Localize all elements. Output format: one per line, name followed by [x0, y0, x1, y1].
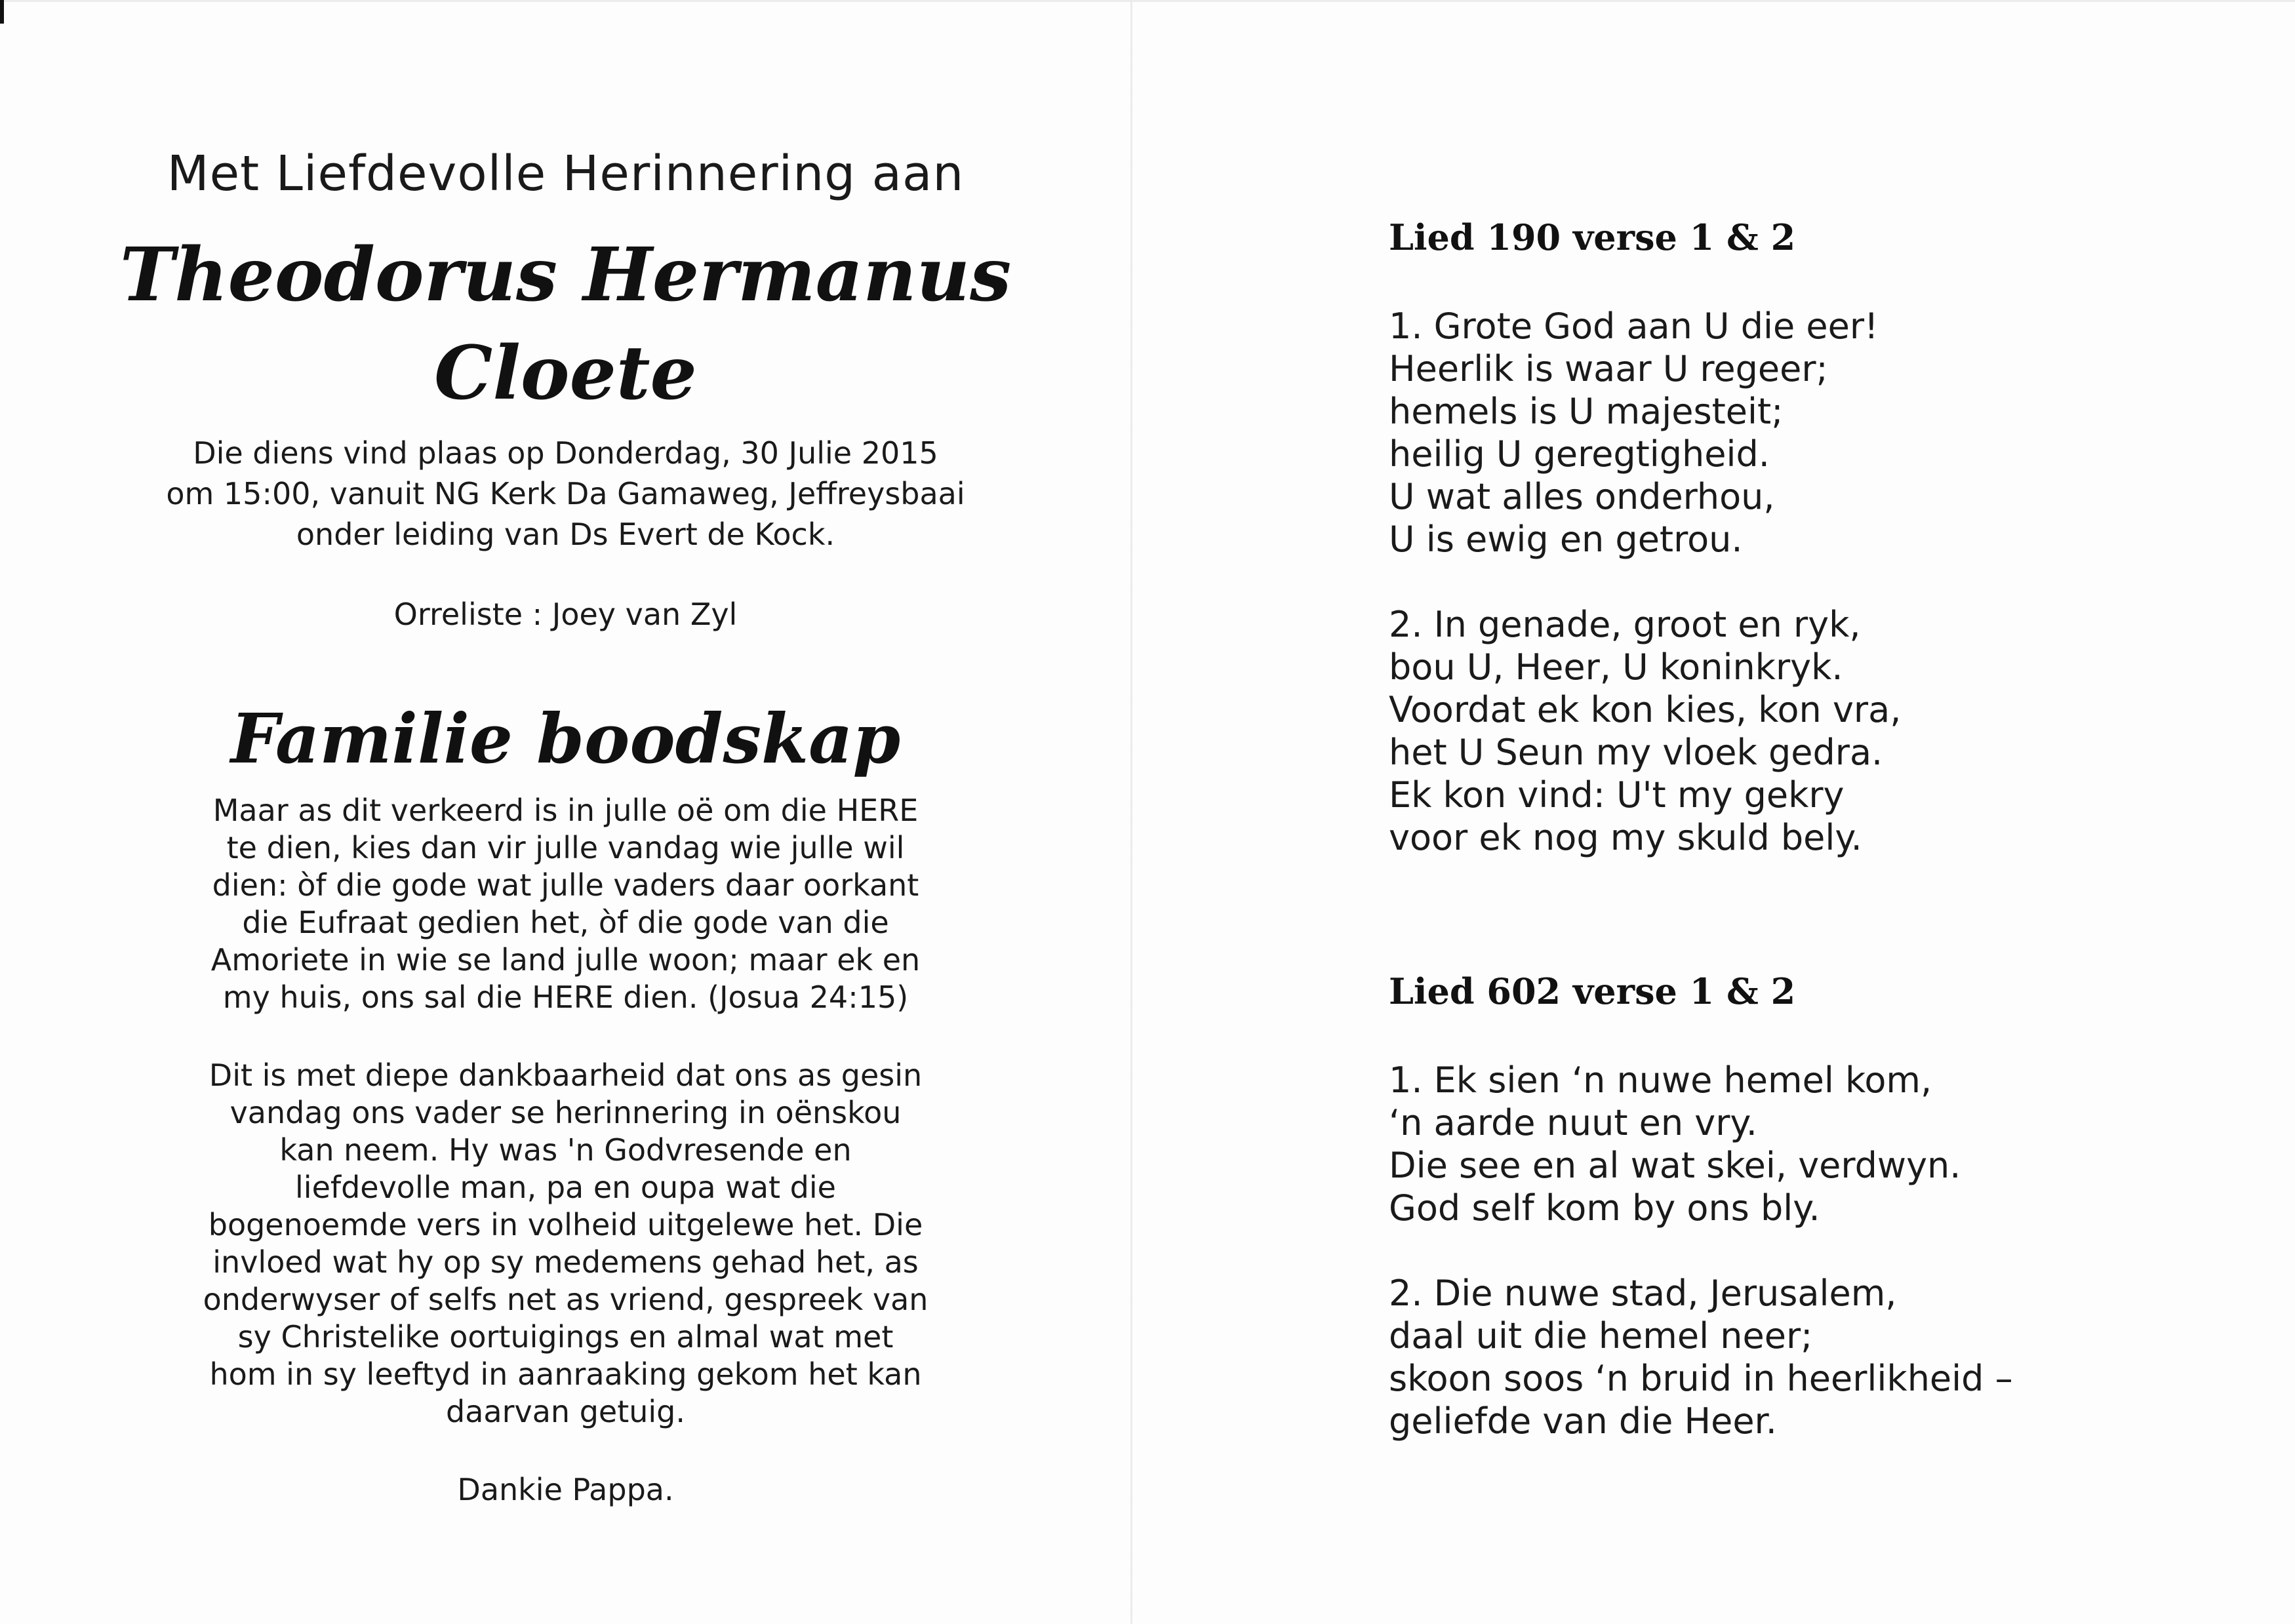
hymn-1-verse-2 [1389, 603, 1901, 859]
hymn-line: Die see en al wat skei, verdwyn. [1389, 1145, 1961, 1186]
hymn-line: het U Seun my vloek gedra. [1389, 732, 1883, 773]
tribute-line: vandag ons vader se herinnering in oënskou [230, 1095, 902, 1130]
hymn-line: 1. Grote God aan U die eer! [1389, 306, 1879, 347]
scripture-line: Amoriete in wie se land julle woon; maar ek en [210, 942, 921, 978]
tribute-line: sy Christelike oortuigings en almal wat met [237, 1319, 894, 1355]
service-line: onder leiding van Ds Evert de Kock. [296, 517, 835, 552]
hymn-1-title: Lied 190 verse 1 & 2 [1389, 216, 1796, 258]
hymn-line: Heerlik is waar U regeer; [1389, 348, 1828, 389]
hymn-line: skoon soos ‘n bruid in heerlikheid – [1389, 1358, 2013, 1399]
tribute-line: bogenoemde vers in volheid uitgelewe het. Die [208, 1207, 923, 1242]
scripture-line: Maar as dit verkeerd is in julle oë om die HERE [212, 793, 919, 828]
deceased-name-line-1: Theodorus Hermanus [119, 232, 1012, 318]
hymn-line: daal uit die hemel neer; [1389, 1315, 1813, 1357]
tribute-line: liefdevolle man, pa en oupa wat die [295, 1170, 836, 1205]
family-tribute [0, 1057, 1131, 1431]
hymn-1-verse-1 [1389, 305, 1879, 561]
tribute-line: kan neem. Hy was 'n Godvresende en [279, 1132, 852, 1168]
family-message-title: Familie boodskap [230, 698, 901, 779]
hymn-line: 2. Die nuwe stad, Jerusalem, [1389, 1273, 1897, 1314]
hymn-line: 1. Ek sien ‘n nuwe hemel kom, [1389, 1060, 1932, 1101]
hymn-2-verse-1 [1389, 1059, 1961, 1229]
tribute-line: daarvan getuig. [446, 1394, 685, 1429]
hymn-line: U is ewig en getrou. [1389, 519, 1743, 560]
deceased-name [0, 226, 1131, 423]
organist-line: Orreliste : Joey van Zyl [393, 597, 738, 632]
service-line: om 15:00, vanuit NG Kerk Da Gamaweg, Jeffreysbaai [166, 476, 965, 511]
hymn-line: heilig U geregtigheid. [1389, 433, 1770, 475]
scripture-line: dien: òf die gode wat julle vaders daar oorkant [212, 867, 919, 903]
tribute-line: onderwyser of selfs net as vriend, gespreek van [203, 1282, 928, 1317]
service-line: Die diens vind plaas op Donderdag, 30 Julie 2015 [193, 435, 938, 471]
scripture-line: te dien, kies dan vir julle vandag wie julle wil [226, 830, 905, 865]
scripture-passage [0, 792, 1131, 1016]
hymn-line: geliefde van die Heer. [1389, 1400, 1777, 1442]
scripture-line: my huis, ons sal die HERE dien. (Josua 24:15) [222, 980, 909, 1015]
service-details [0, 433, 1131, 555]
hymn-2-verse-2 [1389, 1272, 2013, 1442]
hymn-2-title: Lied 602 verse 1 & 2 [1389, 970, 1796, 1012]
deceased-name-line-2: Cloete [434, 330, 697, 416]
hymn-line: Voordat ek kon kies, kon vra, [1389, 689, 1902, 730]
hymn-line: 2. In genade, groot en ryk, [1389, 604, 1861, 645]
tribute-line: invloed wat hy op sy medemens gehad het, as [212, 1244, 919, 1280]
hymn-line: hemels is U majesteit; [1389, 391, 1784, 432]
left-page [0, 0, 1131, 1624]
hymn-line: Ek kon vind: U't my gekry [1389, 774, 1845, 816]
thanks-line: Dankie Pappa. [457, 1472, 674, 1507]
scripture-line: die Eufraat gedien het, òf die gode van die [242, 905, 889, 940]
hymn-line: U wat alles onderhou, [1389, 476, 1775, 517]
hymn-line: ‘n aarde nuut en vry. [1389, 1102, 1757, 1143]
hymn-line: God self kom by ons bly. [1389, 1187, 1820, 1229]
memorial-heading: Met Liefdevolle Herinnering aan [167, 146, 965, 202]
hymn-line: voor ek nog my skuld bely. [1389, 817, 1862, 858]
tribute-line: Dit is met diepe dankbaarheid dat ons as gesin [209, 1058, 923, 1093]
hymn-line: bou U, Heer, U koninkryk. [1389, 646, 1843, 688]
tribute-line: hom in sy leeftyd in aanraaking gekom het kan [209, 1357, 922, 1392]
